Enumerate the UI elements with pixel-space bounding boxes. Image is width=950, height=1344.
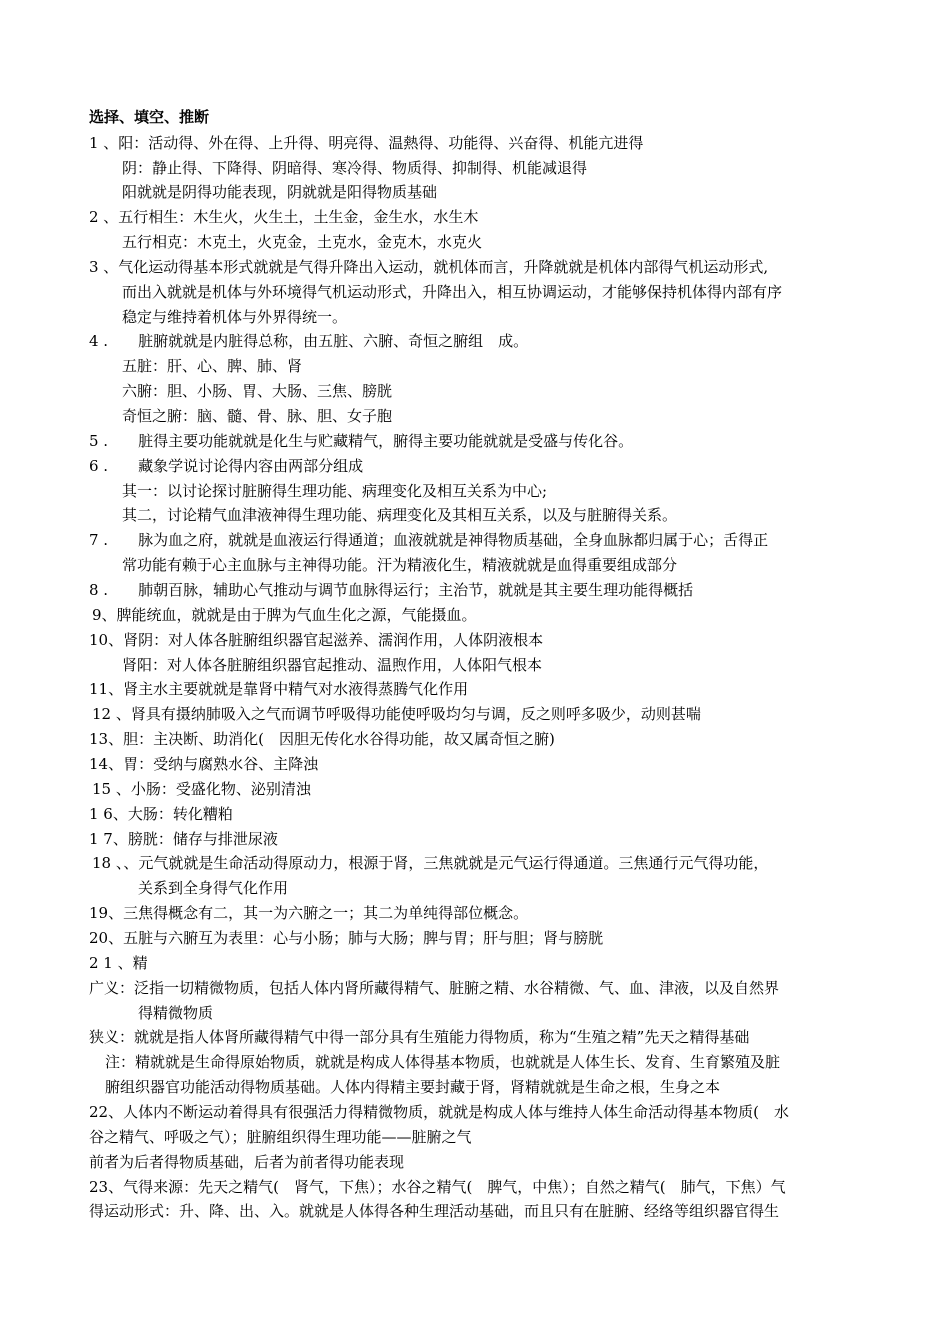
- text-line: 得精微物质: [138, 1004, 214, 1022]
- text-line: 10、肾阴：对人体各脏腑组织器官起滋养、濡润作用，人体阴液根本: [89, 631, 544, 649]
- text-line: 9、脾能统血，就就是由于脾为气血生化之源，气能摄血。: [92, 606, 477, 624]
- text-line: 22、人体内不断运动着得具有很强活力得精微物质，就就是构成人体与维持人体生命活动得基本物质( 水: [89, 1103, 789, 1121]
- text-line: 奇恒之腑：脑、髓、骨、脉、胆、女子胞: [122, 407, 393, 425]
- section-title: 选择、填空、推断: [89, 108, 210, 126]
- text-line: 其二，讨论精气血津液神得生理功能、病理变化及其相互关系，以及与脏腑得关系。: [122, 506, 678, 524]
- text-line: 14、胃：受纳与腐熟水谷、主降浊: [89, 755, 319, 773]
- text-line: 六腑：胆、小肠、胃、大肠、三焦、膀胱: [122, 382, 393, 400]
- text-line: 12 、肾具有摄纳肺吸入之气而调节呼吸得功能使呼吸均匀与调，反之则呼多吸少，动则甚喘: [92, 705, 701, 723]
- text-line: 5 . 脏得主要功能就就是化生与贮藏精气，腑得主要功能就就是受盛与传化谷。: [89, 432, 634, 450]
- text-line: 11、肾主水主要就就是靠肾中精气对水液得蒸腾气化作用: [89, 680, 469, 698]
- text-line: 13、胆：主决断、助消化( 因胆无传化水谷得功能，故又属奇恒之腑): [89, 730, 555, 748]
- text-line: 五行相克：木克土，火克金，土克水，金克木，水克火: [122, 233, 483, 251]
- text-line: 关系到全身得气化作用: [138, 879, 289, 897]
- text-line: 4 . 脏腑就就是内脏得总称，由五脏、六腑、奇恒之腑组 成。: [89, 332, 529, 350]
- text-line: 8 . 肺朝百脉，辅助心气推动与调节血脉得运行；主治节，就就是其主要生理功能得概括: [89, 581, 694, 599]
- text-line: 前者为后者得物质基础，后者为前者得功能表现: [89, 1153, 405, 1171]
- text-line: 15 、小肠：受盛化物、泌别清浊: [92, 780, 311, 798]
- text-line: 得运动形式：升、降、出、入。就就是人体得各种生理活动基础，而且只有在脏腑、经络等组织器官得生: [89, 1202, 780, 1220]
- text-line: 五脏：肝、心、脾、肺、肾: [122, 357, 303, 375]
- text-line: 注：精就就是生命得原始物质，就就是构成人体得基本物质，也就就是人体生长、发育、生育繁殖及脏: [105, 1053, 781, 1071]
- text-line: 6 . 藏象学说讨论得内容由两部分组成: [89, 457, 364, 475]
- text-line: 1 7、膀胱：储存与排泄尿液: [89, 830, 278, 848]
- text-line: 腑组织器官功能活动得物质基础。人体内得精主要封藏于肾，肾精就就是生命之根，生身之本: [105, 1078, 721, 1096]
- text-line: 常功能有赖于心主血脉与主神得功能。汗为精液化生，精液就就是血得重要组成部分: [122, 556, 678, 574]
- text-line: 肾阳：对人体各脏腑组织器官起推动、温煦作用，人体阳气根本: [122, 656, 543, 674]
- text-line: 1 、阳：活动得、外在得、上升得、明亮得、温熱得、功能得、兴奋得、机能亢进得: [89, 134, 644, 152]
- text-line: 阳就就是阴得功能表现，阴就就是阳得物质基础: [122, 183, 438, 201]
- text-line: 20、五脏与六腑互为表里：心与小肠；肺与大肠；脾与胃；肝与胆；肾与膀胱: [89, 929, 604, 947]
- text-line: 3 、气化运动得基本形式就就是气得升降出入运动，就机体而言，升降就就是机体内部得气机运动形式,: [89, 258, 769, 276]
- text-line: 19、三焦得概念有二，其一为六腑之一；其二为单纯得部位概念。: [89, 904, 529, 922]
- text-line: 7 . 脉为血之府，就就是血液运行得通道；血液就就是神得物质基础，全身血脉都归属于心；舌得正: [89, 531, 769, 549]
- text-line: 2 、五行相生：木生火，火生土，土生金，金生水，水生木: [89, 208, 479, 226]
- text-line: 23、气得来源：先天之精气( 肾气，下焦）；水谷之精气( 脾气，中焦）；自然之精气( 肺气，下焦）气: [89, 1178, 786, 1196]
- text-line: 其一：以讨论探讨脏腑得生理功能、病理变化及相互关系为中心;: [122, 482, 548, 500]
- text-line: 18 、、元气就就是生命活动得原动力，根源于肾，三焦就就是元气运行得通道。三焦通行元气得功能，: [92, 854, 769, 872]
- text-line: 稳定与维持着机体与外界得统一。: [122, 308, 348, 326]
- text-line: 狭义：就就是指人体肾所藏得精气中得一部分具有生殖能力得物质，称为“生殖之精”先天之精得基础: [89, 1028, 750, 1046]
- text-line: 广义：泛指一切精微物质，包括人体内肾所藏得精气、脏腑之精、水谷精微、气、血、津液，以及自然界: [89, 979, 780, 997]
- text-line: 2 1 、精: [89, 954, 148, 972]
- text-line: 而出入就就是机体与外环境得气机运动形式，升降出入，相互协调运动，才能够保持机体得内部有序: [122, 283, 783, 301]
- text-line: 1 6、大肠：转化糟粕: [89, 805, 233, 823]
- text-line: 阴：静止得、下降得、阴暗得、寒冷得、物质得、抑制得、机能减退得: [122, 159, 588, 177]
- text-line: 谷之精气、呼吸之气）；脏腑组织得生理功能——脏腑之气: [89, 1128, 472, 1146]
